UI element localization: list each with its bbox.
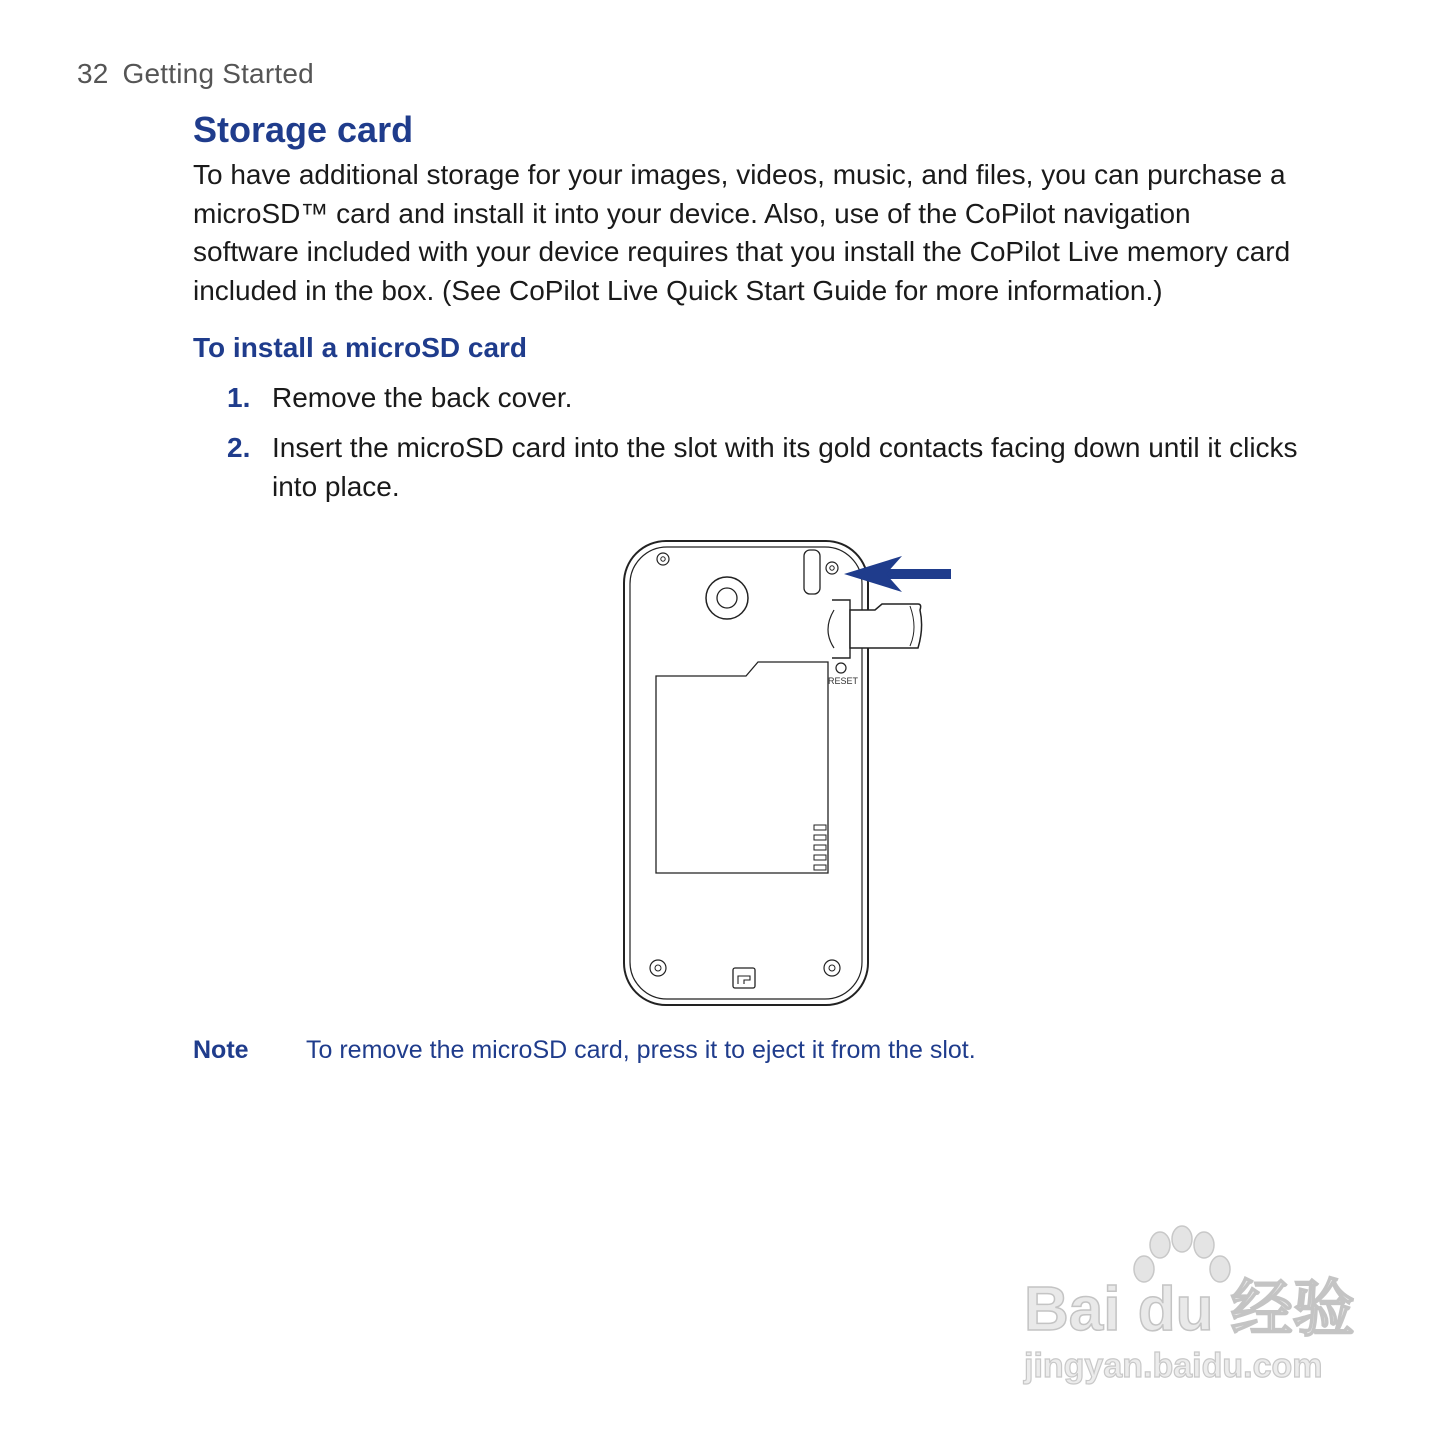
chapter-title: Getting Started: [122, 58, 314, 89]
section-title: Storage card: [193, 109, 414, 150]
baidu-paw-icon: [1134, 1226, 1230, 1282]
step-item: [193, 428, 1303, 506]
step-text: Insert the microSD card into the slot with its gold contacts facing down until it clicks into place.: [272, 432, 1298, 502]
baidu-watermark: [1020, 1225, 1360, 1395]
main-content: [193, 108, 1303, 517]
step-text: Remove the back cover.: [272, 382, 573, 413]
watermark-url: jingyan.baidu.com: [1024, 1347, 1323, 1385]
page-number: 32: [77, 58, 109, 89]
phone-back-illustration: [620, 538, 960, 1008]
page-header: [77, 58, 314, 90]
watermark-brand: Bai du 经验: [1024, 1275, 1355, 1344]
step-number: 1.: [227, 382, 251, 413]
intro-paragraph: To have additional storage for your images, videos, music, and files, you can purchase a microSD™ card and install it into your device. Also, use of the CoPilot navigation software included with your device requires that you install the CoPilot Live memory card included in the box. (See CoPilot Live Quick Start Guide for more information.): [193, 159, 1291, 306]
procedure-title: To install a microSD card: [193, 332, 528, 363]
step-item: [193, 378, 1303, 417]
reset-label: RESET: [828, 676, 859, 686]
steps-list: [193, 378, 1303, 506]
phone-outer-shell: [624, 541, 868, 1005]
step-number: 2.: [227, 432, 251, 463]
note: [193, 1032, 976, 1068]
note-label: Note: [193, 1036, 249, 1064]
microsd-card-icon: [850, 604, 922, 648]
note-text: To remove the microSD card, press it to eject it from the slot.: [306, 1036, 976, 1064]
